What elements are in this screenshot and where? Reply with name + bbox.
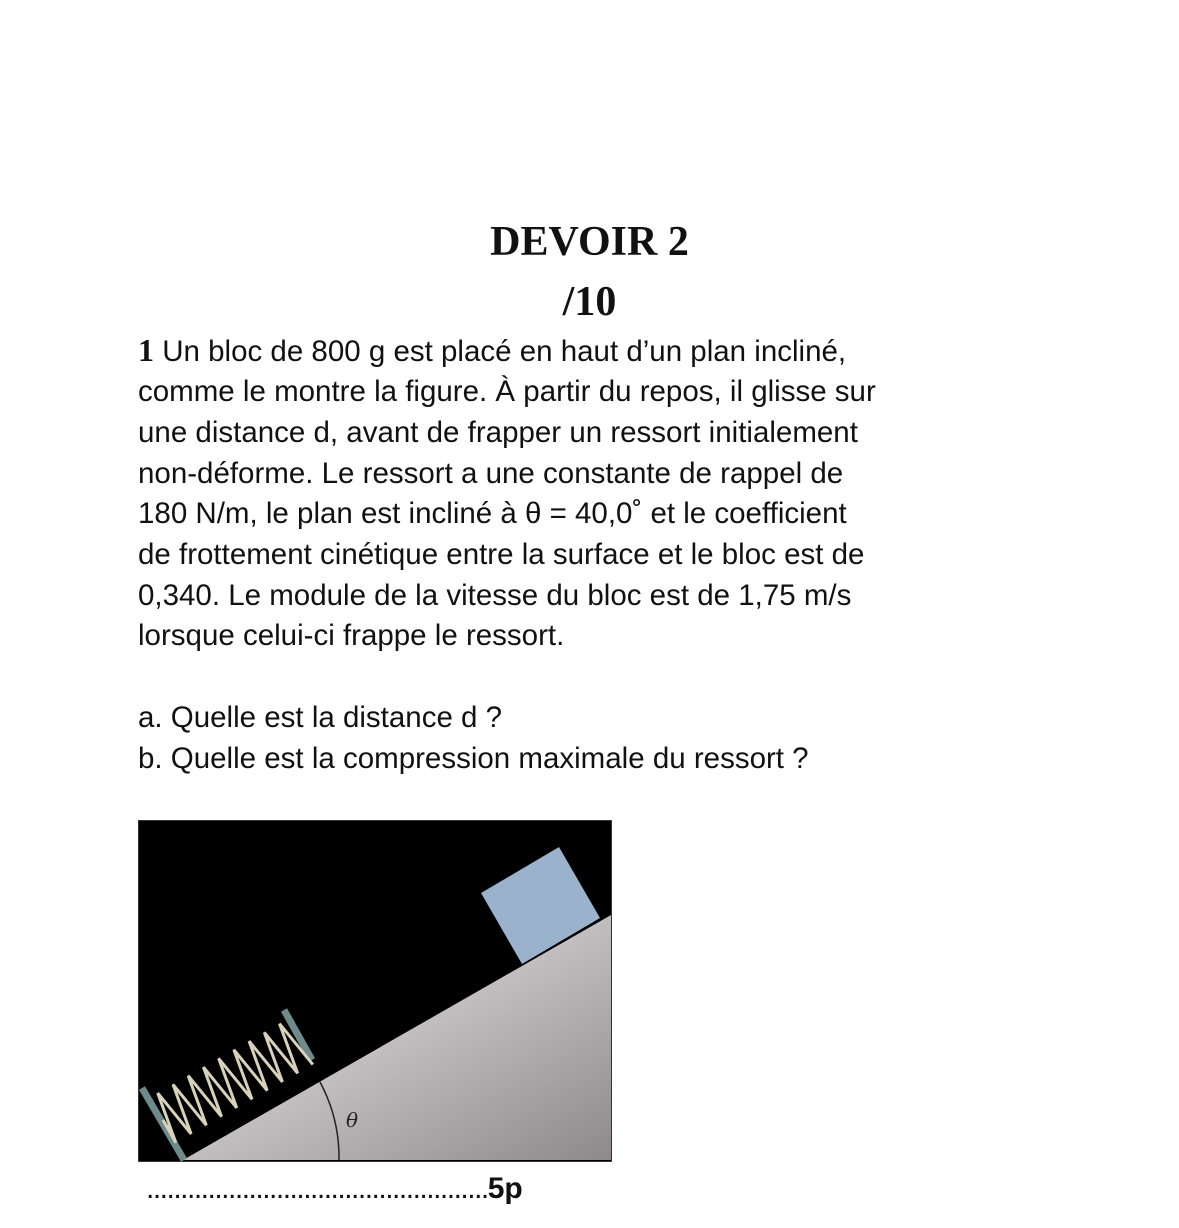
problem-line: non-déforme. Le ressort a une constante de rappel de: [138, 457, 844, 490]
question-b: b. Quelle est la compression maximale du ressort ?: [138, 742, 809, 775]
problem-line: 180 N/m, le plan est incliné à θ = 40,0˚ et le coefficient: [138, 497, 847, 530]
problem-line: lorsque celui-ci frappe le ressort.: [138, 619, 565, 652]
answer-dots: ..................................................: [146, 1172, 488, 1205]
page-title: DEVOIR 2: [490, 219, 689, 265]
problem-line: 0,340. Le module de la vitesse du bloc est de 1,75 m/s: [138, 579, 852, 612]
problem-line: de frottement cinétique entre la surface et le bloc est de: [138, 538, 865, 571]
problem-line: 1 Un bloc de 800 g est placé en haut d’un plan incliné,: [138, 332, 847, 368]
points-value: 5p: [487, 1172, 523, 1205]
question-a: a. Quelle est la distance d ?: [138, 701, 503, 734]
score-total: /10: [562, 279, 617, 325]
problem-line: comme le montre la figure. À partir du repos, il glisse sur: [138, 375, 876, 408]
points-line: [146, 1172, 523, 1206]
angle-label: θ: [346, 1108, 359, 1132]
problem-line: une distance d, avant de frapper un ressort initialement: [138, 416, 858, 449]
incline-figure: [138, 820, 612, 1162]
problem-number: 1: [138, 332, 154, 368]
